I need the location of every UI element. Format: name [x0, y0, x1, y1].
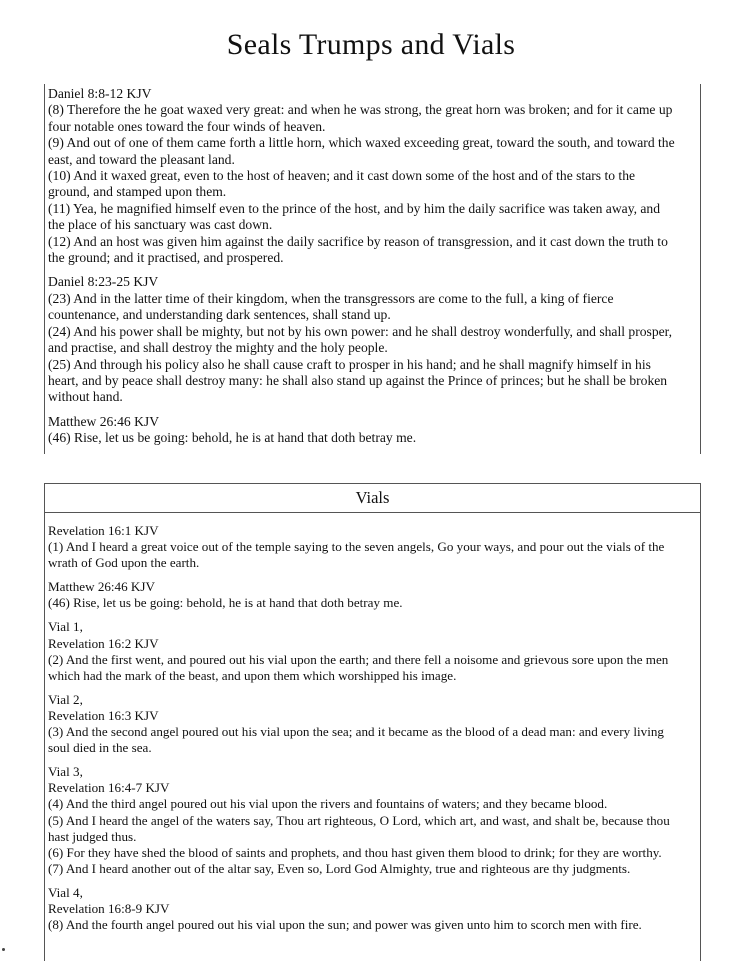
verse-line: (1) And I heard a great voice out of the temple saying to the seven angels, Go your ways, and pour out the vials of the	[48, 539, 665, 555]
verse-line: (8) Therefore the he goat waxed very great: and when he was strong, the great horn was broken; and for it came up	[48, 102, 673, 118]
reference-line: Vial 3,	[48, 764, 83, 780]
verse-line: Revelation 16:4-7 KJV	[48, 780, 170, 796]
reference-line: Daniel 8:23-25 KJV	[48, 274, 159, 290]
verse-line: (11) Yea, he magnified himself even to the prince of the host, and by him the daily sacrifice was taken away, and	[48, 200, 661, 216]
verse-line: four notable ones toward the four winds of heaven.	[48, 118, 326, 134]
verse-line: without hand.	[48, 389, 123, 405]
verse-line: (7) And I heard another out of the altar say, Even so, Lord God Almighty, true and righteous are thy judgments.	[48, 860, 631, 876]
vial-section	[48, 619, 696, 683]
verse-line: (24) And his power shall be mighty, but not by his own power: and he shall destroy wonderfully, and shall prosper,	[48, 323, 673, 339]
scripture-box-top	[44, 84, 701, 454]
verse-line: (46) Rise, let us be going: behold, he is at hand that doth betray me.	[48, 430, 417, 446]
verse-line: countenance, and understanding dark sentences, shall stand up.	[48, 307, 391, 323]
verse-line: (6) For they have shed the blood of saints and prophets, and thou hast given them blood to drink; for they are worthy.	[48, 844, 662, 860]
verse-line: (4) And the third angel poured out his vial upon the rivers and fountains of waters; and they became blood.	[48, 796, 608, 812]
scripture-section	[48, 414, 696, 447]
vials-content	[45, 513, 700, 933]
verse-line: (23) And in the latter time of their kingdom, when the transgressors are come to the full, a king of fierce	[48, 290, 614, 306]
verse-line: (5) And I heard the angel of the waters say, Thou art righteous, O Lord, which art, and wast, and shalt be, because thou	[48, 812, 670, 828]
reference-line: Vial 2,	[48, 691, 83, 707]
verse-line: hast judged thus.	[48, 828, 137, 844]
top-content	[45, 84, 700, 447]
page-title: Seals Trumps and Vials	[226, 28, 516, 61]
margin-mark	[2, 948, 5, 951]
verse-line: (12) And an host was given him against the daily sacrifice by reason of transgression, and it cast down the truth to	[48, 233, 668, 249]
verse-line: (8) And the fourth angel poured out his vial upon the sun; and power was given unto him to scorch men with fire.	[48, 917, 642, 933]
reference-line: Daniel 8:8-12 KJV	[48, 86, 152, 101]
verse-line: ground, and stamped upon them.	[48, 184, 227, 200]
verse-line: heart, and by peace shall destroy many: he shall also stand up against the Prince of princes; but he shall be broken	[48, 372, 668, 388]
verse-line: soul died in the sea.	[48, 740, 152, 756]
verse-line: (25) And through his policy also he shall cause craft to prosper in his hand; and he shall magnify himself in his	[48, 356, 651, 372]
verse-line: east, and toward the pleasant land.	[48, 151, 235, 167]
scripture-section	[48, 86, 696, 266]
verse-line: (9) And out of one of them came forth a little horn, which waxed exceeding great, toward the south, and toward the	[48, 135, 675, 151]
scripture-section	[48, 274, 696, 405]
verse-line: the ground; and it practised, and prospered.	[48, 250, 284, 266]
reference-line: Vial 1,	[48, 619, 83, 635]
vial-section	[48, 692, 696, 756]
verse-line: (10) And it waxed great, even to the host of heaven; and it cast down some of the host and of the stars to the	[48, 168, 636, 184]
vial-section	[48, 579, 696, 611]
vial-section	[48, 764, 696, 877]
verse-line: which had the mark of the beast, and upon them which worshipped his image.	[48, 667, 457, 683]
reference-line: Matthew 26:46 KJV	[48, 413, 160, 429]
reference-line: Revelation 16:1 KJV	[48, 523, 159, 538]
reference-line: Vial 4,	[48, 884, 83, 900]
reference-line: Matthew 26:46 KJV	[48, 579, 155, 595]
vials-box	[44, 483, 701, 961]
vials-heading: Vials	[45, 484, 700, 513]
verse-line: the place of his sanctuary was cast down.	[48, 217, 273, 233]
vial-section	[48, 523, 696, 571]
verse-line: Revelation 16:3 KJV	[48, 707, 159, 723]
verse-line: (2) And the first went, and poured out his vial upon the earth; and there fell a noisome and grievous sore upon the men	[48, 651, 669, 667]
verse-line: wrath of God upon the earth.	[48, 555, 200, 571]
verse-line: (46) Rise, let us be going: behold, he is at hand that doth betray me.	[48, 595, 403, 611]
verse-line: Revelation 16:8-9 KJV	[48, 900, 170, 916]
verse-line: Revelation 16:2 KJV	[48, 635, 159, 651]
verse-line: (3) And the second angel poured out his vial upon the sea; and it became as the blood of a dead man: and every living	[48, 724, 664, 740]
vial-section	[48, 885, 696, 933]
verse-line: and practise, and shall destroy the mighty and the holy people.	[48, 340, 388, 356]
